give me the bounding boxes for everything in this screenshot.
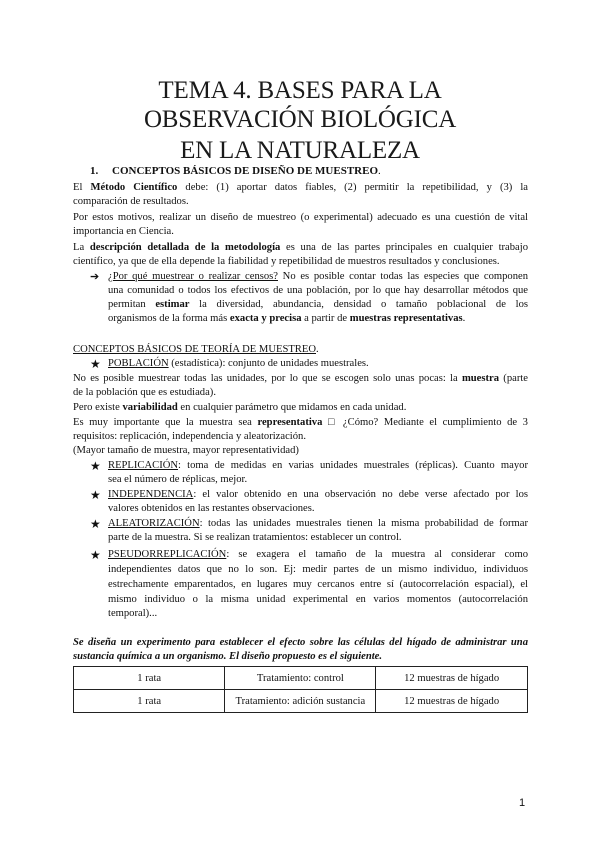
title-line-1: TEMA 4. BASES PARA LA <box>158 77 442 104</box>
paragraph-5: Pero existe variabilidad en cualquier parámetro que midamos en cada unidad. <box>73 402 407 413</box>
paragraph-2-line-2: importancia en Ciencia. <box>73 226 174 237</box>
aleatorizacion-line-2: parte de la muestra. Si se realizan tratamientos: establecer un control. <box>108 532 402 543</box>
independencia-line-1: INDEPENDENCIA: el valor obtenido en una observación no debe verse afectado por los <box>108 489 528 500</box>
pseudo-line-3: estrechamente emparentados, en lugares muy cercanos entre sí (autocorrelación espacial), el <box>108 579 528 590</box>
paragraph-4-line-2: de la población que es estudiada). <box>73 387 216 398</box>
independencia-line-2: valores obtenidos en las restantes observaciones. <box>108 503 315 514</box>
replicacion-term: REPLICACIÓN <box>108 460 179 471</box>
pseudorreplicacion-term: PSEUDORREPLICACIÓN <box>108 549 227 560</box>
representativa: representativa <box>257 417 323 428</box>
pseudo-line-4: mismo individuo o la misma unidad experimental en varios momentos (autocorrelación <box>108 594 528 605</box>
section-1-heading <box>90 165 381 177</box>
table-cell: 1 rata <box>74 690 225 713</box>
star-bullet-icon: ★ <box>90 548 101 562</box>
paragraph-4-line-1: No es posible muestrear todas las unidades, por lo que se escogen solo unas pocas: la muestra (parte <box>73 373 528 384</box>
title-line-3: EN LA NATURALEZA <box>180 137 420 164</box>
case-line-2: sustancia química a un organismo. El diseño propuesto es el siguiente. <box>73 651 383 662</box>
arrow-item-line-1: ¿Por qué muestrear o realizar censos? No es posible contar todas las especies que componen <box>108 271 528 282</box>
arrow-item-line-4: organismos de la forma más exacta y precisa a partir de muestras representativas. <box>108 313 466 324</box>
replicacion-line-1: REPLICACIÓN: toma de medidas en varias unidades muestrales (réplicas). Cuanto mayor <box>108 460 528 471</box>
experiment-design-table <box>73 666 528 713</box>
table-cell: 12 muestras de hígado <box>376 690 528 713</box>
why-sample-question: ¿Por qué muestrear o realizar censos? <box>108 271 278 282</box>
aleatorizacion-term: ALEATORIZACIÓN <box>108 518 200 529</box>
metodo-cientifico: Método Científico <box>90 182 178 193</box>
exacta-precisa: exacta y precisa <box>229 313 302 324</box>
table-cell: Tratamiento: control <box>225 667 376 690</box>
paragraph-6-line-2: requisitos: replicación, independencia y aleatorización. <box>73 431 306 442</box>
table-cell: 12 muestras de hígado <box>376 667 528 690</box>
section-1-number: 1. <box>90 165 99 177</box>
star-bullet-icon: ★ <box>90 357 101 371</box>
descripcion-metodologia: descripción detallada de la metodología <box>89 242 281 253</box>
arrow-item-line-3: permitan estimar la diversidad, abundancia, densidad o tamaño poblacional de los <box>108 299 528 310</box>
page-number: 1 <box>519 797 526 809</box>
paragraph-6-line-1: Es muy importante que la muestra sea representativa □ ¿Cómo? Mediante el cumplimiento de 3 <box>73 417 528 428</box>
table-row <box>74 690 528 713</box>
star-bullet-icon: ★ <box>90 488 101 502</box>
arrow-item-line-2: una comunidad o todos los efectivos de una población, por lo que hay desarrollar métodos que <box>108 285 528 296</box>
table-cell: Tratamiento: adición sustancia <box>225 690 376 713</box>
section-1-title: CONCEPTOS BÁSICOS DE DISEÑO DE MUESTREO <box>112 165 378 177</box>
paragraph-2-line-1: Por estos motivos, realizar un diseño de muestreo (o experimental) adecuado es una cuestión de vital <box>73 212 528 223</box>
independencia-term: INDEPENDENCIA <box>108 489 194 500</box>
paragraph-1-line-1: El Método Científico debe: (1) aportar datos fiables, (2) permitir la repetibilidad, y (3) la <box>73 182 528 193</box>
table-row <box>74 667 528 690</box>
aleatorizacion-line-1: ALEATORIZACIÓN: todas las unidades muestrales tienen la misma probabilidad de formar <box>108 518 528 529</box>
star-bullet-icon: ★ <box>90 517 101 531</box>
paragraph-3-line-2: científico, ya que de ella depende la fiabilidad y repetibilidad de muestros resultados y conclusiones. <box>73 256 500 267</box>
paragraph-6-line-3: (Mayor tamaño de muestra, mayor representatividad) <box>73 445 299 456</box>
pseudo-line-5: temporal)... <box>108 608 158 619</box>
section-2-heading: CONCEPTOS BÁSICOS DE TEORÍA DE MUESTREO. <box>73 344 319 355</box>
pseudo-line-2: independientes datos que no lo son. Ej: medir partes de un mismo individuo, individuos <box>108 564 528 575</box>
paragraph-3-line-1: La descripción detallada de la metodología es una de las partes principales en cualquier trabajo <box>73 242 528 253</box>
replicacion-line-2: sea el número de réplicas, mejor. <box>108 474 248 485</box>
estimar: estimar <box>155 299 190 310</box>
muestra: muestra <box>461 373 500 384</box>
paragraph-1-line-2: comparación de resultados. <box>73 196 189 207</box>
case-line-1: Se diseña un experimento para establecer el efecto sobre las células del hígado de administrar una <box>73 637 528 648</box>
poblacion-term: POBLACIÓN <box>108 358 169 369</box>
section-1-title-end: . <box>378 165 381 177</box>
title-line-2: OBSERVACIÓN BIOLÓGICA <box>143 106 457 133</box>
pseudo-line-1: PSEUDORREPLICACIÓN: se exagera el tamaño de la muestra al considerar como <box>108 549 528 560</box>
table-cell: 1 rata <box>74 667 225 690</box>
muestras-representativas: muestras representativas <box>349 313 463 324</box>
star-bullet-icon: ★ <box>90 459 101 473</box>
poblacion-item: POBLACIÓN (estadística): conjunto de unidades muestrales. <box>108 358 369 369</box>
variabilidad: variabilidad <box>122 402 178 413</box>
arrow-bullet-icon: ➔ <box>90 271 100 283</box>
